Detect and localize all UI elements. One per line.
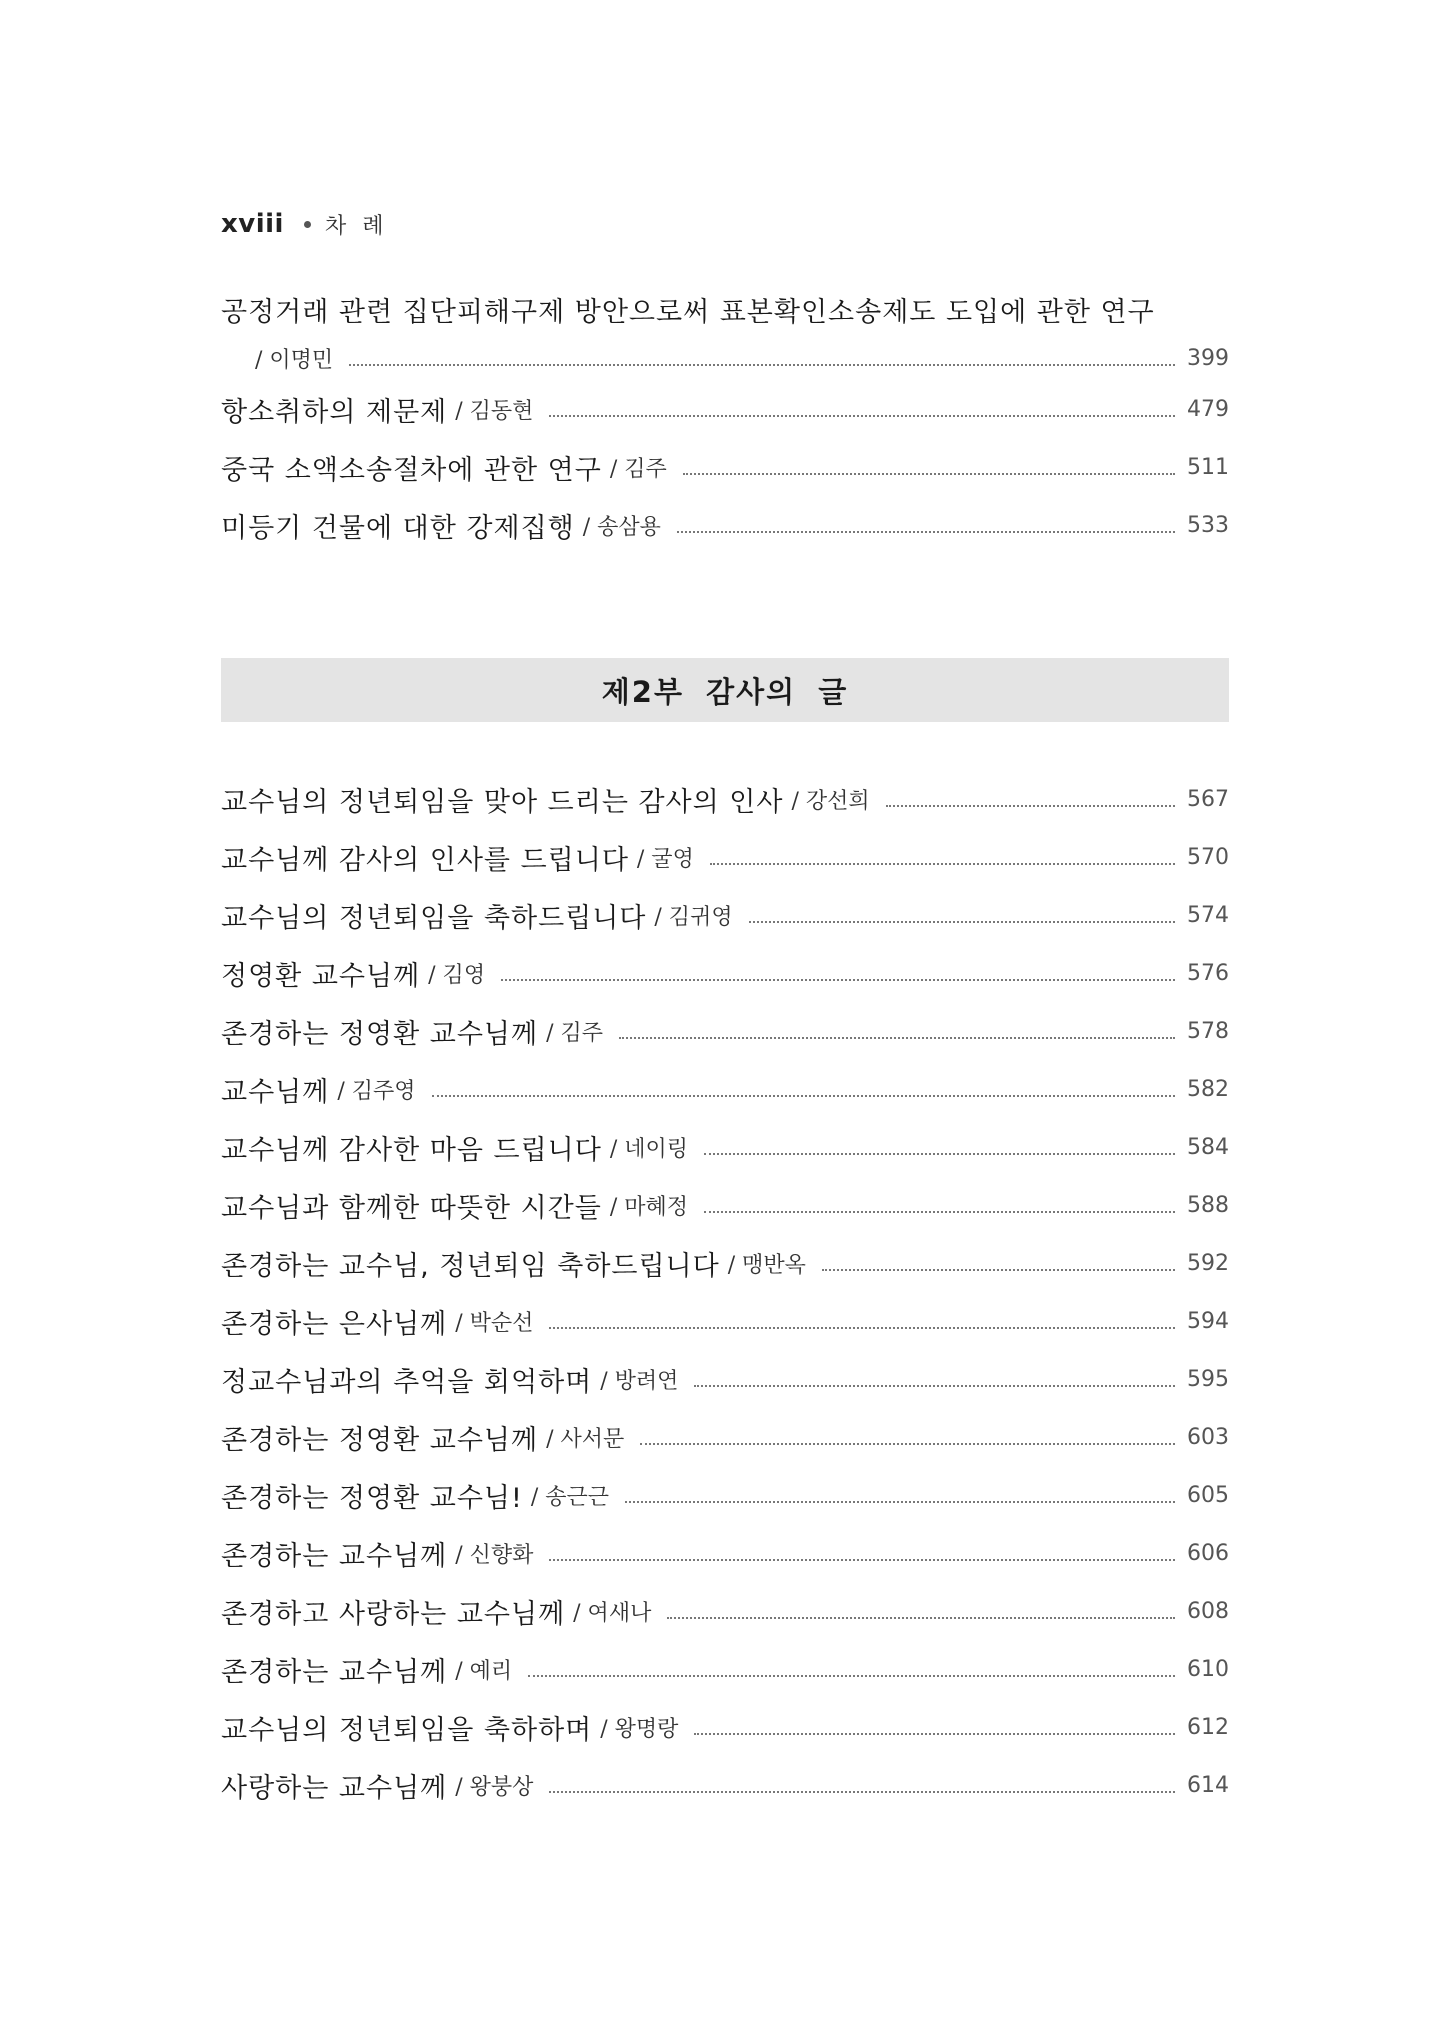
- toc-entry-page: 595: [1187, 1366, 1229, 1392]
- toc-entry[interactable]: [221, 1176, 1229, 1234]
- toc-entry-title: 정교수님과의 추억을 회억하며: [221, 1366, 593, 1398]
- toc-entry-page: 479: [1187, 396, 1229, 422]
- dot-leader: [683, 471, 1175, 475]
- toc-entry[interactable]: [221, 1350, 1229, 1408]
- dot-leader: [549, 1557, 1175, 1561]
- toc-entry-author: / 네이링: [609, 1136, 688, 1162]
- toc-entry-author: / 송삼용: [582, 514, 661, 540]
- dot-leader: [749, 919, 1175, 923]
- toc-entry-page: 614: [1187, 1772, 1229, 1798]
- toc-entry-page: 574: [1187, 902, 1229, 928]
- toc-entry[interactable]: [221, 1292, 1229, 1350]
- toc-entry-author: / 박순선: [455, 1310, 534, 1336]
- toc-entry-page: 584: [1187, 1134, 1229, 1160]
- toc-entry-author: / 예리: [455, 1658, 513, 1684]
- toc-entry-title: 교수님과 함께한 따뜻한 시간들: [221, 1192, 602, 1224]
- dot-leader: [822, 1267, 1175, 1271]
- dot-leader: [549, 1789, 1175, 1793]
- toc-entry-title: 중국 소액소송절차에 관한 연구: [221, 454, 602, 486]
- dot-leader: [549, 413, 1175, 417]
- toc-entry-title: 교수님의 정년퇴임을 축하드립니다: [221, 902, 647, 934]
- toc-entry-title: 존경하는 정영환 교수님!: [221, 1482, 523, 1514]
- toc-entry[interactable]: [221, 1002, 1229, 1060]
- toc-entry[interactable]: [221, 380, 1229, 438]
- toc-entry[interactable]: [221, 944, 1229, 1002]
- toc-entry[interactable]: [221, 1698, 1229, 1756]
- dot-leader: [694, 1383, 1175, 1387]
- toc-entry-title: 교수님께: [221, 1076, 330, 1108]
- toc-entry[interactable]: [221, 1466, 1229, 1524]
- toc-entry-title: 정영환 교수님께: [221, 960, 421, 992]
- toc-entry-author: / 송근근: [530, 1484, 609, 1510]
- toc-entry[interactable]: [221, 828, 1229, 886]
- toc-entry-page: 610: [1187, 1656, 1229, 1682]
- toc-entry-author: / 방려연: [600, 1368, 679, 1394]
- toc-entry-page: 606: [1187, 1540, 1229, 1566]
- running-header: [221, 206, 399, 242]
- toc-entry-page: 582: [1187, 1076, 1229, 1102]
- toc-entry-author: / 왕붕상: [455, 1774, 534, 1800]
- toc-entry-title: 존경하는 정영환 교수님께: [221, 1018, 539, 1050]
- toc-entry[interactable]: [221, 1118, 1229, 1176]
- toc-entry-author: / 사서문: [546, 1426, 625, 1452]
- dot-leader: [694, 1731, 1175, 1735]
- dot-leader: [619, 1035, 1175, 1039]
- toc-entry-page: 594: [1187, 1308, 1229, 1334]
- toc-part1: [221, 282, 1229, 554]
- toc-entry[interactable]: [221, 1524, 1229, 1582]
- dot-leader: [677, 529, 1175, 533]
- toc-entry-author: / 김귀영: [654, 904, 733, 930]
- toc-entry-page: 605: [1187, 1482, 1229, 1508]
- dot-leader: [710, 861, 1175, 865]
- toc-entry-page: 570: [1187, 844, 1229, 870]
- toc-entry-author: / 김동현: [455, 398, 534, 424]
- toc-entry[interactable]: [221, 1060, 1229, 1118]
- toc-entry-author: / 마혜정: [609, 1194, 688, 1220]
- toc-entry-author: / 굴영: [636, 846, 694, 872]
- toc-entry-title: 존경하는 교수님께: [221, 1540, 448, 1572]
- toc-entry-page: 567: [1187, 786, 1229, 812]
- toc-entry-title: 교수님께 감사한 마음 드립니다: [221, 1134, 602, 1166]
- toc-entry[interactable]: [221, 1582, 1229, 1640]
- dot-leader: [640, 1441, 1175, 1445]
- toc-entry-title: 존경하는 정영환 교수님께: [221, 1424, 539, 1456]
- toc-entry-title: 미등기 건물에 대한 강제집행: [221, 512, 575, 544]
- toc-entry-page: 588: [1187, 1192, 1229, 1218]
- page-number-label: xviii: [221, 209, 284, 239]
- toc-entry[interactable]: [221, 438, 1229, 496]
- toc-entry-author: / 김주영: [337, 1078, 416, 1104]
- toc-entry-title: 존경하는 교수님께: [221, 1656, 448, 1688]
- toc-entry-author: / 김영: [428, 962, 486, 988]
- dot-leader: [704, 1151, 1175, 1155]
- toc-entry-page: 399: [1187, 345, 1229, 371]
- toc-entry-page: 592: [1187, 1250, 1229, 1276]
- toc-entry[interactable]: [221, 496, 1229, 554]
- bullet-icon: [304, 221, 311, 228]
- part-title: 제2부 감사의 글: [601, 674, 849, 709]
- toc-entry-author: / 김주: [546, 1020, 603, 1046]
- toc-entry-page: 578: [1187, 1018, 1229, 1044]
- toc-entry-author: / 왕명랑: [600, 1716, 679, 1742]
- toc-entry[interactable]: [221, 1408, 1229, 1466]
- toc-entry-author: / 강선희: [791, 788, 870, 814]
- toc-entry-title: 공정거래 관련 집단피해구제 방안으로써 표본확인소송제도 도입에 관한 연구: [221, 296, 1155, 328]
- toc-entry-title: 존경하는 교수님, 정년퇴임 축하드립니다: [221, 1250, 720, 1282]
- toc-entry[interactable]: [221, 1234, 1229, 1292]
- toc-entry-author: / 맹반옥: [727, 1252, 806, 1278]
- toc-entry-author: / 김주: [609, 456, 667, 482]
- toc-entry-page: 533: [1187, 512, 1229, 538]
- toc-entry-title: 존경하고 사랑하는 교수님께: [221, 1598, 566, 1630]
- toc-entry-author: / 여새나: [573, 1600, 652, 1626]
- toc-entry-author: / 신향화: [455, 1542, 534, 1568]
- dot-leader: [704, 1209, 1175, 1213]
- toc-entry-page: 612: [1187, 1714, 1229, 1740]
- dot-leader: [549, 1325, 1175, 1329]
- dot-leader: [528, 1673, 1175, 1677]
- toc-entry[interactable]: [221, 1640, 1229, 1698]
- section-name: 차례: [324, 213, 400, 239]
- toc-entry-title: 교수님의 정년퇴임을 맞아 드리는 감사의 인사: [221, 786, 784, 818]
- toc-entry-title: 항소취하의 제문제: [221, 396, 448, 428]
- toc-part2: [221, 770, 1229, 1814]
- dot-leader: [349, 362, 1175, 366]
- dot-leader: [501, 977, 1175, 981]
- dot-leader: [432, 1093, 1176, 1097]
- toc-entry-page: 576: [1187, 960, 1229, 986]
- toc-entry-title: 교수님의 정년퇴임을 축하하며: [221, 1714, 593, 1746]
- toc-entry-page: 511: [1187, 454, 1229, 480]
- toc-entry[interactable]: [221, 1756, 1229, 1814]
- toc-entry[interactable]: [221, 886, 1229, 944]
- toc-entry[interactable]: [221, 282, 1229, 380]
- toc-entry-title: 사랑하는 교수님께: [221, 1772, 448, 1804]
- toc-entry-title: 존경하는 은사님께: [221, 1308, 448, 1340]
- toc-entry-page: 603: [1187, 1424, 1229, 1450]
- dot-leader: [667, 1615, 1175, 1619]
- toc-entry-title: 교수님께 감사의 인사를 드립니다: [221, 844, 629, 876]
- dot-leader: [886, 803, 1175, 807]
- toc-entry[interactable]: [221, 770, 1229, 828]
- part-banner: [221, 658, 1229, 722]
- dot-leader: [625, 1499, 1175, 1503]
- toc-entry-page: 608: [1187, 1598, 1229, 1624]
- toc-entry-author: / 이명민: [255, 347, 334, 373]
